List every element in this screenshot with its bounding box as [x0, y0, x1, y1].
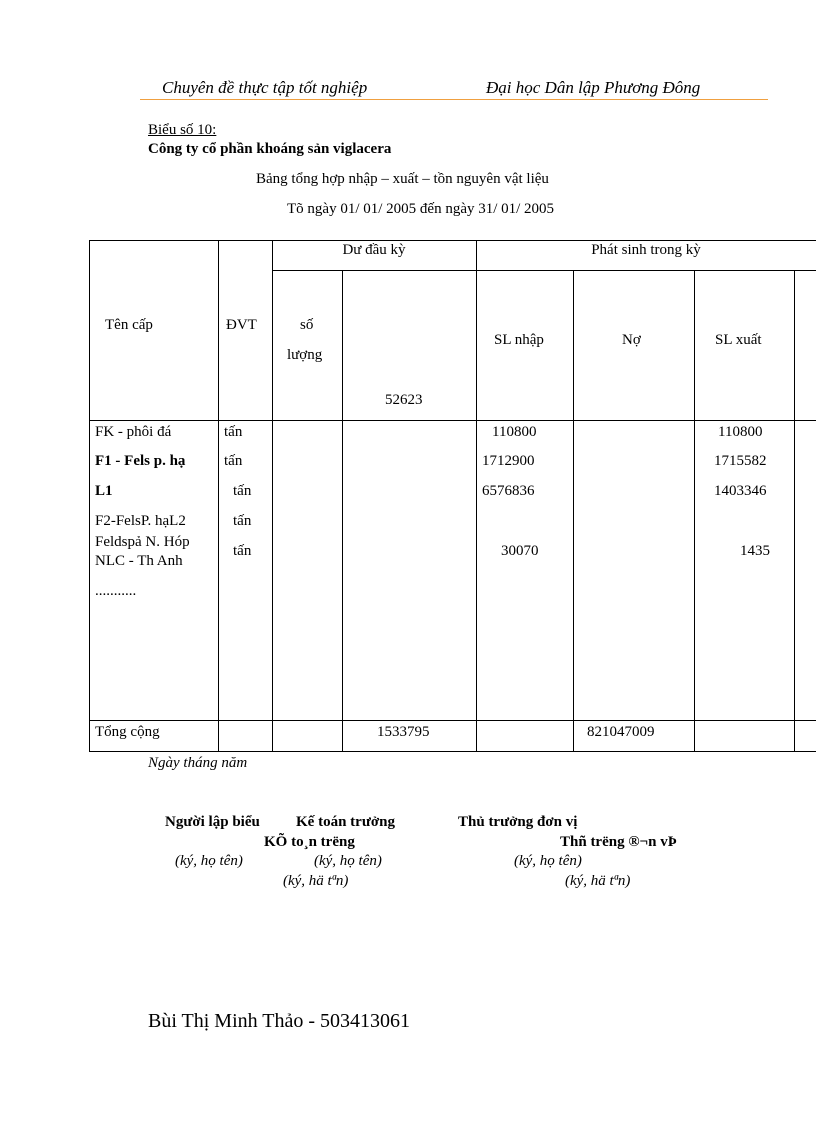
- sign-note: (ký, họ tên): [514, 853, 582, 869]
- row-name: FK - phôi đá: [95, 424, 172, 440]
- sign-note: (ký, họ tên): [175, 853, 243, 869]
- total-no-value: 821047009: [587, 724, 655, 740]
- table-col-line: [476, 240, 477, 751]
- header-right-title: Đại học Dân lập Phương Đông: [486, 78, 701, 97]
- row-sl-xuat: 1403346: [714, 483, 767, 499]
- table-header-divider: [272, 270, 816, 271]
- row-sl-xuat: 1715582: [714, 453, 767, 469]
- table-border-bottom: [89, 751, 816, 752]
- row-name-line2: NLC - Th Anh: [95, 553, 183, 569]
- table-header-bottom: [89, 420, 816, 421]
- header-phat-sinh: Phát sinh trong kỳ: [591, 242, 701, 258]
- signature-head: Thủ trưởng đơn vị: [458, 814, 578, 830]
- sign-note: (ký, họ tên): [314, 853, 382, 869]
- row-unit: tấn: [224, 453, 243, 469]
- header-no: Nợ: [622, 332, 641, 348]
- table-total-top: [89, 720, 816, 721]
- header-so-luong-line2: lượng: [287, 347, 323, 363]
- total-du-value: 1533795: [377, 724, 430, 740]
- table-border-top: [89, 240, 816, 241]
- table-col-line: [573, 270, 574, 751]
- sign-note: (ký, hä tªn): [283, 873, 349, 889]
- table-col-line: [89, 240, 90, 751]
- footer-author: Bùi Thị Minh Thảo - 503413061: [148, 1010, 411, 1032]
- row-ellipsis: ...........: [95, 583, 137, 599]
- header-ten-cap: Tên cấp: [105, 317, 153, 333]
- signature-accountant-garbled: KÕ to¸n trëng: [264, 834, 355, 850]
- row-name: Feldspả N. Hóp: [95, 534, 190, 550]
- signature-preparer: Người lập biểu: [165, 814, 260, 830]
- row-unit: tấn: [233, 543, 252, 559]
- row-sl-xuat: 110800: [718, 424, 763, 440]
- sign-note: (ký, hä tªn): [565, 873, 631, 889]
- total-label: Tổng cộng: [95, 724, 160, 740]
- row-name: L1: [95, 483, 113, 499]
- row-sl-nhap: 30070: [501, 543, 539, 559]
- header-sl-xuat: SL xuất: [715, 332, 762, 348]
- header-left-title: Chuyên đề thực tập tốt nghiệp: [162, 78, 368, 97]
- table-col-line: [218, 240, 219, 751]
- table-col-line: [794, 270, 795, 751]
- header-du-value: 52623: [385, 392, 423, 408]
- form-number: Biểu số 10:: [148, 122, 217, 138]
- signature-accountant: Kế toán trưởng: [296, 814, 395, 830]
- table-col-line: [342, 270, 343, 751]
- signature-head-garbled: Thñ trëng ®¬n vÞ: [560, 834, 677, 850]
- row-unit: tấn: [233, 483, 252, 499]
- table-col-line: [694, 270, 695, 751]
- row-unit: tấn: [233, 513, 252, 529]
- company-name: Công ty cổ phần khoáng sản viglacera: [148, 141, 392, 157]
- row-name: F1 - Fels p. hạ: [95, 453, 186, 469]
- row-sl-xuat: 1435: [740, 543, 770, 559]
- row-unit: tấn: [224, 424, 243, 440]
- table-col-line: [272, 240, 273, 751]
- document-period: Tõ ngày 01/ 01/ 2005 đến ngày 31/ 01/ 2005: [287, 201, 555, 217]
- header-du-dau-ky: Dư đầu kỳ: [342, 242, 406, 258]
- row-sl-nhap: 1712900: [482, 453, 535, 469]
- header-sl-nhap: SL nhập: [494, 332, 544, 348]
- document-title: Bảng tổng hợp nhập – xuất – tồn nguyên vật liệu: [256, 171, 549, 187]
- header-dvt: ĐVT: [226, 317, 257, 333]
- header-divider: [140, 99, 768, 100]
- row-sl-nhap: 110800: [492, 424, 537, 440]
- row-name: F2-FelsP. hạL2: [95, 513, 186, 529]
- header-so-luong-line1: số: [300, 317, 314, 333]
- row-sl-nhap: 6576836: [482, 483, 535, 499]
- date-line: Ngày tháng năm: [148, 755, 248, 771]
